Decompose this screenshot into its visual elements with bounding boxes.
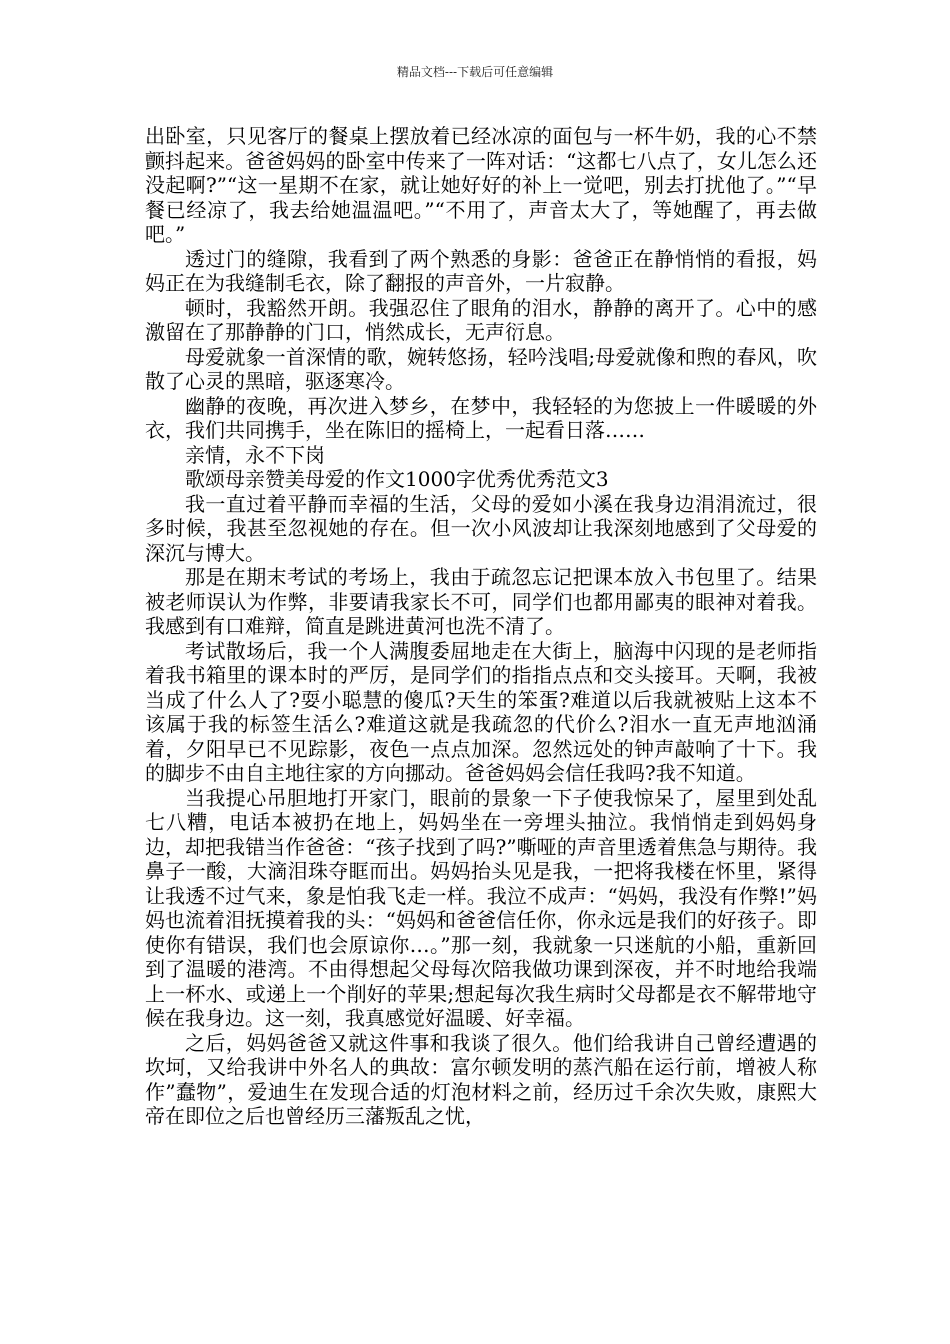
paragraph: 考试散场后，我一个人满腹委屈地走在大街上，脑海中闪现的是老师指着我书箱里的课本时的严厉，是同学们的指指点点和交头接耳。天啊，我被当成了什么人了?耍小聪慧的傻瓜?天生的笨蛋?难道以后我就被贴上这本不该属于我的标签生活么?难道这就是我疏忽的代价么?泪水一直无声地汹涌着，夕阳早已不见踪影，夜色一点点加深。忽然远处的钟声敲响了十下。我的脚步不由自主地往家的方向挪动。爸爸妈妈会信任我吗?我不知道。 [145,638,817,785]
paragraph: 母爱就象一首深情的歌，婉转悠扬，轻吟浅唱;母爱就像和煦的春风，吹散了心灵的黑暗，驱逐寒冷。 [145,344,817,393]
paragraph: 透过门的缝隙，我看到了两个熟悉的身影：爸爸正在静悄悄的看报，妈妈正在为我缝制毛衣，除了翻报的声音外，一片寂静。 [145,246,817,295]
page-header: 精品文档---下载后可任意编辑 [396,65,554,79]
paragraph: 那是在期末考试的考场上，我由于疏忽忘记把课本放入书包里了。结果被老师误认为作弊，非要请我家长不可，同学们也都用鄙夷的眼神对着我。我感到有口难辩，简直是跳进黄河也洗不清了。 [145,565,817,638]
paragraph: 亲情，永不下岗 [185,442,325,467]
essay-title: 歌颂母亲赞美母爱的作文1000字优秀优秀范文3 [185,467,609,491]
paragraph: 顿时，我豁然开朗。我强忍住了眼角的泪水，静静的离开了。心中的感激留在了那静静的门口，悄然成长，无声衍息。 [145,295,817,344]
paragraph: 幽静的夜晚，再次进入梦乡，在梦中，我轻轻的为您披上一件暖暖的外衣，我们共同携手，坐在陈旧的摇椅上，一起看日落…… [145,393,817,442]
paragraph: 我一直过着平静而幸福的生活，父母的爱如小溪在我身边涓涓流过，很多时候，我甚至忽视她的存在。但一次小风波却让我深刻地感到了父母爱的深沉与博大。 [145,491,817,565]
paragraph-continued: 出卧室，只见客厅的餐桌上摆放着已经冰凉的面包与一杯牛奶，我的心不禁颤抖起来。爸爸妈妈的卧室中传来了一阵对话：“这都七八点了，女儿怎么还没起啊?”“这一星期不在家，就让她好好的补上一觉吧，别去打扰他了。”“早餐已经凉了，我去给她温温吧。”“不用了，声音太大了，等她醒了，再去做吧。” [145,124,817,246]
document-body [145,124,817,1129]
paragraph: 当我提心吊胆地打开家门，眼前的景象一下子使我惊呆了，屋里到处乱七八糟，电话本被扔在地上，妈妈坐在一旁埋头抽泣。我悄悄走到妈妈身边，却把我错当作爸爸：“孩子找到了吗?”嘶哑的声音里透着焦急与期待。我鼻子一酸，大滴泪珠夺眶而出。妈妈抬头见是我，一把将我楼在怀里，紧得让我透不过气来，象是怕我飞走一样。我泣不成声：“妈妈，我没有作弊!”妈妈也流着泪抚摸着我的头：“妈妈和爸爸信任你，你永远是我们的好孩子。即使你有错误，我们也会原谅你…。”那一刻，我就象一只迷航的小船，重新回到了温暖的港湾。不由得想起父母每次陪我做功课到深夜，并不时地给我端上一杯水、或递上一个削好的苹果;想起每次我生病时父母都是衣不解带地守候在我身边。这一刻，我真感觉好温暖、好幸福。 [145,785,817,1030]
paragraph: 之后，妈妈爸爸又就这件事和我谈了很久。他们给我讲自己曾经遭遇的坎坷，又给我讲中外名人的典故：富尔顿发明的蒸汽船在运行前，增被人称作”蠢物”，爱迪生在发现合适的灯泡材料之前，经历过千余次失败，康熙大帝在即位之后也曾经历三藩叛乱之忧， [145,1030,817,1128]
